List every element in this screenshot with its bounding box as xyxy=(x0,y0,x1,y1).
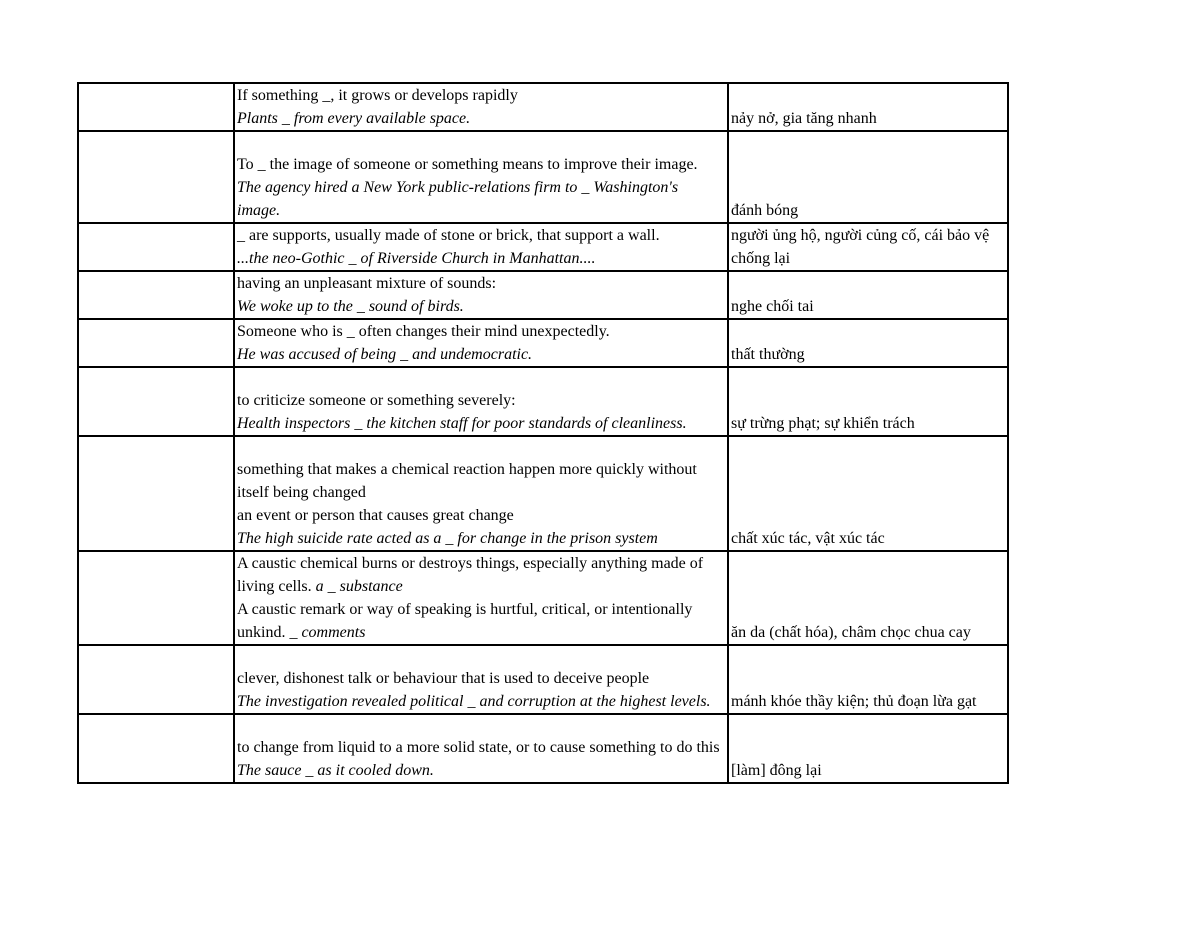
word-cell[interactable] xyxy=(78,436,234,551)
definition-text: A caustic remark or way of speaking is hurtful, critical, or intentionally unkind. xyxy=(237,601,693,641)
example-sentence: Health inspectors _ the kitchen staff for poor standards of cleanliness. xyxy=(237,415,687,432)
meaning-cell: ăn da (chất hóa), châm chọc chua cay xyxy=(728,551,1008,645)
definition-text: If something _, it grows or develops rapidly xyxy=(237,87,518,104)
table-row xyxy=(78,223,1008,271)
definition-cell xyxy=(234,319,728,367)
example-sentence: The high suicide rate acted as a _ for change in the prison system xyxy=(237,530,658,547)
table-row xyxy=(78,436,1008,551)
word-cell[interactable] xyxy=(78,271,234,319)
meaning-cell: chất xúc tác, vật xúc tác xyxy=(728,436,1008,551)
word-cell[interactable] xyxy=(78,131,234,223)
meaning-cell: mánh khóe thầy kiện; thủ đoạn lừa gạt xyxy=(728,645,1008,714)
table-row xyxy=(78,83,1008,131)
definition-cell xyxy=(234,83,728,131)
example-sentence: The investigation revealed political _ and corruption at the highest levels. xyxy=(237,693,711,710)
table-row xyxy=(78,714,1008,783)
definition-cell xyxy=(234,645,728,714)
example-sentence: The agency hired a New York public-relations firm to _ Washington's image. xyxy=(237,179,679,219)
definition-text: something that makes a chemical reaction happen more quickly without itself being changed xyxy=(237,461,697,501)
example-sentence: He was accused of being _ and undemocratic. xyxy=(237,346,533,363)
definition-cell xyxy=(234,714,728,783)
example-sentence: ...the neo-Gothic _ of Riverside Church in Manhattan.... xyxy=(237,250,596,267)
word-cell[interactable] xyxy=(78,714,234,783)
word-cell[interactable] xyxy=(78,551,234,645)
table-row xyxy=(78,645,1008,714)
table-row xyxy=(78,271,1008,319)
meaning-cell: đánh bóng xyxy=(728,131,1008,223)
definition-text: clever, dishonest talk or behaviour that is used to deceive people xyxy=(237,670,650,687)
definition-cell xyxy=(234,367,728,436)
example-phrase: a _ substance xyxy=(315,578,403,595)
definition-text: having an unpleasant mixture of sounds: xyxy=(237,275,497,292)
meaning-cell: thất thường xyxy=(728,319,1008,367)
example-sentence: The sauce _ as it cooled down. xyxy=(237,762,434,779)
definition-text: _ are supports, usually made of stone or brick, that support a wall. xyxy=(237,227,660,244)
word-cell[interactable] xyxy=(78,645,234,714)
meaning-cell: [làm] đông lại xyxy=(728,714,1008,783)
definition-cell xyxy=(234,131,728,223)
vocabulary-table-body xyxy=(78,83,1008,783)
table-row xyxy=(78,319,1008,367)
definition-cell xyxy=(234,551,728,645)
vocabulary-table xyxy=(77,82,1009,784)
meaning-cell: sự trừng phạt; sự khiển trách xyxy=(728,367,1008,436)
meaning-cell: người ủng hộ, người củng cố, cái bảo vệ chống lại xyxy=(728,223,1008,271)
word-cell[interactable] xyxy=(78,367,234,436)
meaning-cell: nảy nở, gia tăng nhanh xyxy=(728,83,1008,131)
meaning-cell: nghe chối tai xyxy=(728,271,1008,319)
word-cell[interactable] xyxy=(78,319,234,367)
example-phrase: _ comments xyxy=(289,624,366,641)
definition-text: Someone who is _ often changes their mind unexpectedly. xyxy=(237,323,610,340)
table-row xyxy=(78,131,1008,223)
table-row xyxy=(78,551,1008,645)
example-sentence: We woke up to the _ sound of birds. xyxy=(237,298,464,315)
definition-text: To _ the image of someone or something means to improve their image. xyxy=(237,156,698,173)
word-cell[interactable] xyxy=(78,83,234,131)
definition-text: to criticize someone or something severely: xyxy=(237,392,516,409)
definition-cell xyxy=(234,436,728,551)
definition-text: A caustic chemical burns or destroys things, especially anything made of living cells. xyxy=(237,555,704,595)
example-sentence: Plants _ from every available space. xyxy=(237,110,471,127)
definition-cell xyxy=(234,223,728,271)
definition-text: to change from liquid to a more solid state, or to cause something to do this xyxy=(237,739,720,756)
table-row xyxy=(78,367,1008,436)
definition-cell xyxy=(234,271,728,319)
definition-text: an event or person that causes great change xyxy=(237,507,514,524)
word-cell[interactable] xyxy=(78,223,234,271)
